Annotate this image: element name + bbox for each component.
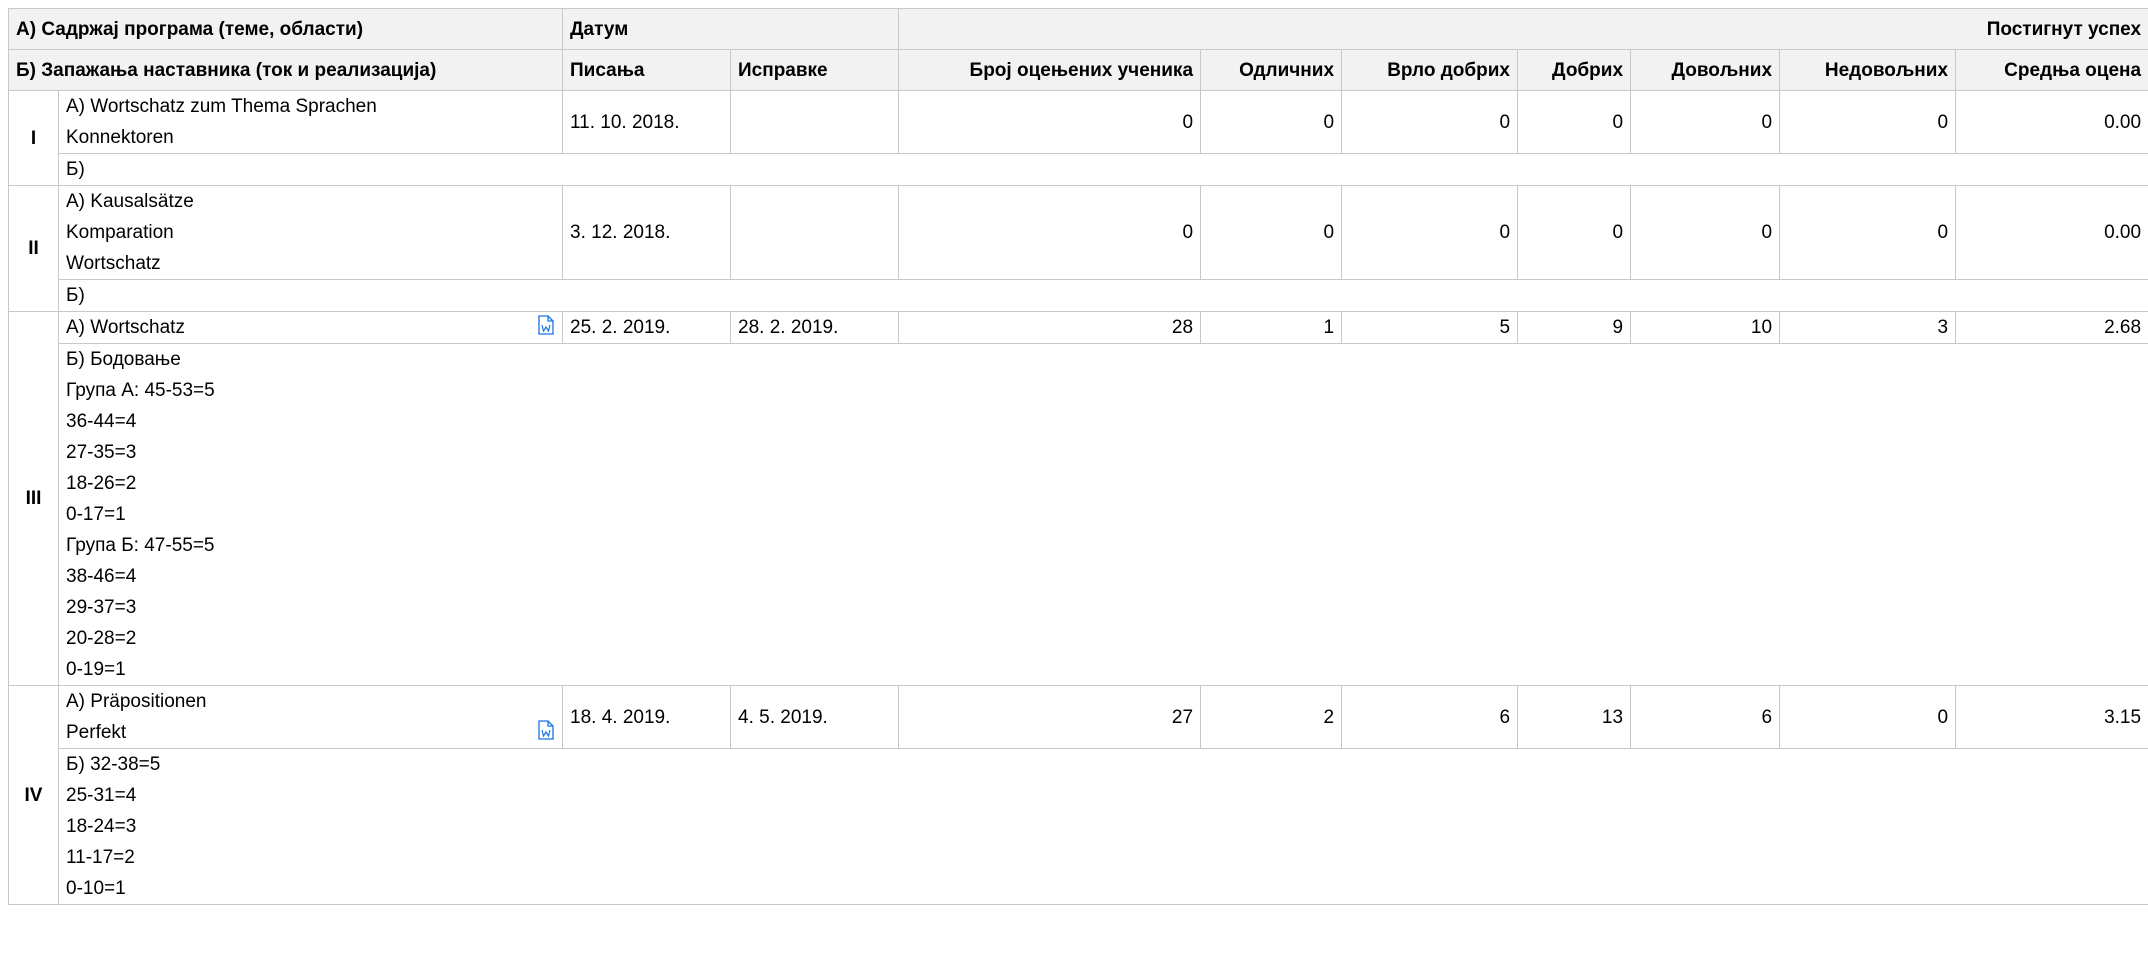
very-good-count: 5 (1342, 312, 1518, 344)
insufficient-count: 3 (1780, 312, 1956, 344)
observation-line: 11-17=2 (66, 847, 135, 868)
observation-line: 25-31=4 (66, 785, 137, 806)
observation-line: 0-10=1 (66, 878, 126, 899)
term-label: II (9, 186, 59, 312)
word-document-icon[interactable] (538, 720, 554, 740)
written-date: 18. 4. 2019. (563, 686, 731, 749)
term-label: I (9, 91, 59, 186)
header-date: Датум (563, 9, 899, 50)
header-written: Писања (563, 50, 731, 91)
header-graded: Број оцењених ученика (899, 50, 1201, 91)
observation-line: Б) (66, 285, 85, 306)
observations-cell (59, 749, 2148, 905)
observation-line: 20-28=2 (66, 628, 137, 649)
sufficient-count: 0 (1631, 186, 1780, 280)
excellent-count: 1 (1201, 312, 1342, 344)
topic-cell (59, 686, 563, 749)
insufficient-count: 0 (1780, 91, 1956, 154)
good-count: 9 (1518, 312, 1631, 344)
written-tests-table (8, 8, 2148, 905)
very-good-count: 0 (1342, 186, 1518, 280)
observation-line: Б) Бодовање (66, 349, 181, 370)
test-row (9, 91, 2148, 154)
sufficient-count: 10 (1631, 312, 1780, 344)
observation-line: Б) (66, 159, 85, 180)
average-grade: 2.68 (1956, 312, 2148, 344)
observation-line: 0-19=1 (66, 659, 126, 680)
observation-line: 38-46=4 (66, 566, 137, 587)
topic-line: Konnektoren (66, 127, 174, 148)
observations-row (9, 344, 2148, 686)
test-row (9, 686, 2148, 749)
topic-cell (59, 91, 563, 154)
observation-line: 29-37=3 (66, 597, 137, 618)
header-success: Постигнут успех (899, 9, 2148, 50)
observation-line: 18-26=2 (66, 473, 137, 494)
graded-count: 28 (899, 312, 1201, 344)
graded-count: 0 (899, 186, 1201, 280)
observation-line: Б) 32-38=5 (66, 754, 161, 775)
test-row (9, 186, 2148, 280)
very-good-count: 0 (1342, 91, 1518, 154)
header-observations: Б) Запажања наставника (ток и реализација) (9, 50, 563, 91)
excellent-count: 0 (1201, 186, 1342, 280)
observations-cell (59, 344, 2148, 686)
topic-cell (59, 186, 563, 280)
test-rows (9, 91, 2148, 905)
header-content: А) Садржај програма (теме, области) (9, 9, 563, 50)
observation-line: 18-24=3 (66, 816, 137, 837)
good-count: 13 (1518, 686, 1631, 749)
good-count: 0 (1518, 186, 1631, 280)
very-good-count: 6 (1342, 686, 1518, 749)
corrections-date (731, 91, 899, 154)
header-row-content (9, 9, 2148, 50)
topic-line: Komparation (66, 222, 174, 243)
written-date: 25. 2. 2019. (563, 312, 731, 344)
topic-line: Wortschatz (66, 253, 161, 274)
term-label: III (9, 312, 59, 686)
topic-line: А) Kausalsätze (66, 191, 194, 212)
observations-row (9, 280, 2148, 312)
header-row-observations (9, 50, 2148, 91)
observation-line: Група А: 45-53=5 (66, 380, 215, 401)
corrections-date: 28. 2. 2019. (731, 312, 899, 344)
test-row (9, 312, 2148, 344)
good-count: 0 (1518, 91, 1631, 154)
term-label: IV (9, 686, 59, 905)
header-good: Добрих (1518, 50, 1631, 91)
excellent-count: 0 (1201, 91, 1342, 154)
average-grade: 0.00 (1956, 91, 2148, 154)
topic-cell (59, 312, 563, 344)
header-corrections: Исправке (731, 50, 899, 91)
sufficient-count: 6 (1631, 686, 1780, 749)
header-insufficient: Недовољних (1780, 50, 1956, 91)
header-sufficient: Довољних (1631, 50, 1780, 91)
corrections-date (731, 186, 899, 280)
topic-line: А) Präpositionen (66, 691, 207, 712)
sufficient-count: 0 (1631, 91, 1780, 154)
observations-cell (59, 154, 2148, 186)
insufficient-count: 0 (1780, 186, 1956, 280)
graded-count: 0 (899, 91, 1201, 154)
corrections-date: 4. 5. 2019. (731, 686, 899, 749)
observations-cell (59, 280, 2148, 312)
observation-line: 27-35=3 (66, 442, 137, 463)
observation-line: 36-44=4 (66, 411, 137, 432)
observations-row (9, 154, 2148, 186)
topic-line: Perfekt (66, 722, 127, 743)
header-average: Средња оцена (1956, 50, 2148, 91)
observation-line: 0-17=1 (66, 504, 126, 525)
insufficient-count: 0 (1780, 686, 1956, 749)
word-document-icon[interactable] (538, 315, 554, 335)
average-grade: 3.15 (1956, 686, 2148, 749)
observations-row (9, 749, 2148, 905)
excellent-count: 2 (1201, 686, 1342, 749)
header-excellent: Одличних (1201, 50, 1342, 91)
written-date: 3. 12. 2018. (563, 186, 731, 280)
topic-line: А) Wortschatz (66, 317, 185, 338)
observation-line: Група Б: 47-55=5 (66, 535, 215, 556)
graded-count: 27 (899, 686, 1201, 749)
written-date: 11. 10. 2018. (563, 91, 731, 154)
average-grade: 0.00 (1956, 186, 2148, 280)
header-very-good: Врло добрих (1342, 50, 1518, 91)
topic-line: А) Wortschatz zum Thema Sprachen (66, 96, 377, 117)
